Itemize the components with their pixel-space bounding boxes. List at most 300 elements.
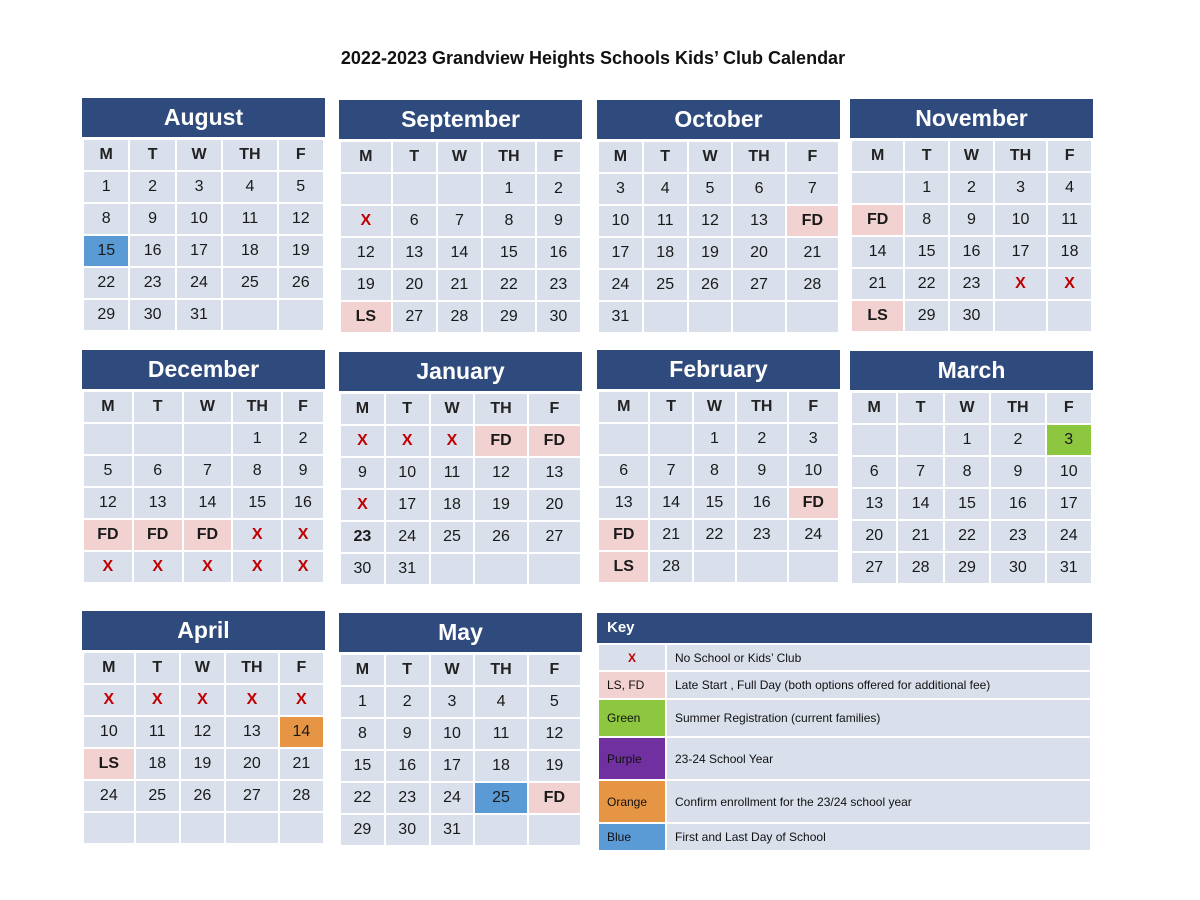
- day-cell: 19: [341, 270, 391, 300]
- day-cell: 26: [181, 781, 224, 811]
- day-cell: 16: [386, 751, 429, 781]
- day-cell: [136, 813, 179, 843]
- day-cell: 21: [898, 521, 942, 551]
- weekday-header: W: [945, 393, 989, 423]
- key-description: Late Start , Full Day (both options offered for additional fee): [667, 672, 1090, 698]
- day-cell: 17: [995, 237, 1046, 267]
- day-cell: 27: [733, 270, 784, 300]
- weekday-header: F: [537, 142, 580, 172]
- week-row: [84, 204, 323, 234]
- day-cell: 14: [650, 488, 691, 518]
- weekday-header: W: [438, 142, 481, 172]
- day-cell: 17: [177, 236, 221, 266]
- week-row: [852, 521, 1091, 551]
- week-row: [341, 751, 580, 781]
- week-row: [84, 813, 323, 843]
- day-cell: 1: [84, 172, 128, 202]
- day-cell: X: [995, 269, 1046, 299]
- weekday-header: M: [341, 655, 384, 685]
- day-cell: 26: [279, 268, 323, 298]
- month-name: January: [339, 352, 582, 391]
- day-cell: 1: [483, 174, 535, 204]
- day-cell: 23: [991, 521, 1044, 551]
- month-name: May: [339, 613, 582, 652]
- day-cell: 20: [393, 270, 436, 300]
- day-cell: 29: [483, 302, 535, 332]
- day-cell: 16: [991, 489, 1044, 519]
- day-cell: [852, 173, 903, 203]
- week-row: [852, 425, 1091, 455]
- key-code: X: [599, 645, 665, 670]
- day-cell: 23: [537, 270, 580, 300]
- day-cell: FD: [787, 206, 838, 236]
- day-cell: 15: [233, 488, 281, 518]
- weekday-header: M: [599, 142, 642, 172]
- day-cell: 16: [283, 488, 323, 518]
- month-table: [82, 390, 325, 584]
- day-cell: [733, 302, 784, 332]
- day-cell: 31: [599, 302, 642, 332]
- month-march: [850, 351, 1093, 585]
- month-october: [597, 100, 840, 334]
- weekday-header: TH: [483, 142, 535, 172]
- day-cell: 24: [789, 520, 839, 550]
- day-cell: 4: [644, 174, 687, 204]
- day-cell: 11: [1048, 205, 1091, 235]
- weekday-header: F: [1048, 141, 1091, 171]
- day-cell: [737, 552, 786, 582]
- day-cell: [184, 424, 232, 454]
- month-may: [339, 613, 582, 847]
- day-cell: 4: [1048, 173, 1091, 203]
- month-table: [82, 651, 325, 845]
- day-cell: 3: [431, 687, 474, 717]
- day-cell: [223, 300, 276, 330]
- day-cell: 9: [737, 456, 786, 486]
- day-cell: 30: [537, 302, 580, 332]
- day-cell: X: [184, 552, 232, 582]
- month-april: [82, 611, 325, 845]
- week-row: [852, 173, 1091, 203]
- day-cell: FD: [529, 426, 580, 456]
- day-cell: 10: [386, 458, 429, 488]
- key-row: [599, 700, 1090, 736]
- day-cell: 2: [737, 424, 786, 454]
- day-cell: 10: [789, 456, 839, 486]
- week-row: [599, 302, 838, 332]
- day-cell: 20: [733, 238, 784, 268]
- weekday-header: T: [386, 394, 429, 424]
- week-row: [852, 489, 1091, 519]
- day-cell: 15: [945, 489, 989, 519]
- week-row: [599, 456, 838, 486]
- month-table: [850, 391, 1093, 585]
- day-cell: 8: [341, 719, 384, 749]
- month-name: February: [597, 350, 840, 389]
- weekday-header: T: [898, 393, 942, 423]
- month-name: November: [850, 99, 1093, 138]
- day-cell: 8: [233, 456, 281, 486]
- day-cell: X: [283, 552, 323, 582]
- day-cell: 20: [852, 521, 896, 551]
- day-cell: 25: [475, 783, 526, 813]
- day-cell: 8: [905, 205, 948, 235]
- day-cell: 19: [181, 749, 224, 779]
- weekday-header: T: [650, 392, 691, 422]
- key-description: Confirm enrollment for the 23/24 school year: [667, 781, 1090, 822]
- weekday-header: TH: [995, 141, 1046, 171]
- key-description: No School or Kids’ Club: [667, 645, 1090, 670]
- day-cell: 19: [529, 751, 580, 781]
- week-row: [599, 270, 838, 300]
- day-cell: 24: [1047, 521, 1091, 551]
- day-cell: 1: [945, 425, 989, 455]
- day-cell: 6: [733, 174, 784, 204]
- weekday-header: M: [84, 140, 128, 170]
- day-cell: 14: [898, 489, 942, 519]
- weekday-header: W: [177, 140, 221, 170]
- month-february: [597, 350, 840, 584]
- day-cell: 2: [537, 174, 580, 204]
- day-cell: [341, 174, 391, 204]
- week-row: [852, 457, 1091, 487]
- month-august: [82, 98, 325, 332]
- day-cell: 6: [393, 206, 436, 236]
- day-cell: X: [181, 685, 224, 715]
- weekday-header: T: [134, 392, 182, 422]
- day-cell: X: [1048, 269, 1091, 299]
- day-cell: 19: [689, 238, 732, 268]
- day-cell: 28: [650, 552, 691, 582]
- day-cell: 31: [386, 554, 429, 584]
- day-cell: 10: [599, 206, 642, 236]
- day-cell: 18: [431, 490, 474, 520]
- day-cell: X: [283, 520, 323, 550]
- day-cell: 2: [386, 687, 429, 717]
- day-cell: [84, 424, 132, 454]
- day-cell: [134, 424, 182, 454]
- weekday-header: F: [787, 142, 838, 172]
- week-row: [852, 269, 1091, 299]
- day-cell: 15: [84, 236, 128, 266]
- key-code: Purple: [599, 738, 665, 779]
- key-code: Green: [599, 700, 665, 736]
- day-cell: 8: [694, 456, 735, 486]
- day-cell: 3: [1047, 425, 1091, 455]
- day-cell: [689, 302, 732, 332]
- key-code: Orange: [599, 781, 665, 822]
- day-cell: 9: [386, 719, 429, 749]
- day-cell: 20: [529, 490, 580, 520]
- day-cell: [529, 815, 580, 845]
- week-row: [84, 749, 323, 779]
- weekday-header: M: [341, 394, 384, 424]
- key-description: First and Last Day of School: [667, 824, 1090, 850]
- month-name: October: [597, 100, 840, 139]
- weekday-header: F: [283, 392, 323, 422]
- weekday-header: T: [393, 142, 436, 172]
- day-cell: 16: [537, 238, 580, 268]
- day-cell: 14: [184, 488, 232, 518]
- weekday-header: TH: [991, 393, 1044, 423]
- day-cell: 9: [991, 457, 1044, 487]
- day-cell: X: [280, 685, 323, 715]
- day-cell: 17: [599, 238, 642, 268]
- day-cell: 22: [694, 520, 735, 550]
- day-cell: 22: [905, 269, 948, 299]
- weekday-header: F: [279, 140, 323, 170]
- day-cell: 28: [898, 553, 942, 583]
- weekday-header: F: [1047, 393, 1091, 423]
- day-cell: 15: [483, 238, 535, 268]
- day-cell: [279, 300, 323, 330]
- day-cell: 11: [223, 204, 276, 234]
- day-cell: FD: [184, 520, 232, 550]
- day-cell: 13: [226, 717, 278, 747]
- day-cell: 30: [341, 554, 384, 584]
- key-row: [599, 781, 1090, 822]
- day-cell: X: [84, 685, 134, 715]
- day-cell: X: [431, 426, 474, 456]
- weekday-header: W: [694, 392, 735, 422]
- calendar-title: 2022-2023 Grandview Heights Schools Kids’ Club Calendar: [340, 48, 846, 68]
- week-row: [84, 236, 323, 266]
- month-name: April: [82, 611, 325, 650]
- day-cell: [599, 424, 648, 454]
- key-table: [597, 643, 1092, 852]
- weekday-header: F: [529, 394, 580, 424]
- day-cell: X: [341, 426, 384, 456]
- day-cell: X: [341, 206, 391, 236]
- day-cell: 19: [475, 490, 526, 520]
- day-cell: 12: [341, 238, 391, 268]
- day-cell: 15: [694, 488, 735, 518]
- day-cell: 11: [431, 458, 474, 488]
- day-cell: 10: [177, 204, 221, 234]
- day-cell: 17: [431, 751, 474, 781]
- week-row: [341, 522, 580, 552]
- day-cell: 11: [644, 206, 687, 236]
- day-cell: [181, 813, 224, 843]
- day-cell: 5: [689, 174, 732, 204]
- key-code: LS, FD: [599, 672, 665, 698]
- week-row: [599, 238, 838, 268]
- day-cell: [226, 813, 278, 843]
- day-cell: [393, 174, 436, 204]
- week-row: [341, 719, 580, 749]
- day-cell: [529, 554, 580, 584]
- day-cell: 27: [529, 522, 580, 552]
- day-cell: 22: [483, 270, 535, 300]
- day-cell: LS: [84, 749, 134, 779]
- weekday-header: TH: [475, 394, 526, 424]
- day-cell: FD: [529, 783, 580, 813]
- day-cell: 3: [599, 174, 642, 204]
- day-cell: 22: [341, 783, 384, 813]
- day-cell: 6: [599, 456, 648, 486]
- day-cell: 24: [84, 781, 134, 811]
- day-cell: [789, 552, 839, 582]
- key-row: [599, 672, 1090, 698]
- month-name: September: [339, 100, 582, 139]
- day-cell: 9: [130, 204, 174, 234]
- weekday-header: M: [599, 392, 648, 422]
- day-cell: 23: [386, 783, 429, 813]
- day-cell: 21: [650, 520, 691, 550]
- day-cell: 18: [644, 238, 687, 268]
- day-cell: 30: [130, 300, 174, 330]
- weekday-header: M: [84, 653, 134, 683]
- week-row: [341, 783, 580, 813]
- month-table: [339, 140, 582, 334]
- key-code: Blue: [599, 824, 665, 850]
- day-cell: [995, 301, 1046, 331]
- week-row: [341, 554, 580, 584]
- day-cell: 17: [386, 490, 429, 520]
- day-cell: FD: [852, 205, 903, 235]
- month-table: [339, 392, 582, 586]
- day-cell: 11: [475, 719, 526, 749]
- week-row: [84, 552, 323, 582]
- day-cell: 25: [431, 522, 474, 552]
- key-row: [599, 645, 1090, 670]
- day-cell: 9: [537, 206, 580, 236]
- day-cell: 10: [1047, 457, 1091, 487]
- day-cell: 13: [733, 206, 784, 236]
- day-cell: 21: [438, 270, 481, 300]
- day-cell: LS: [852, 301, 903, 331]
- day-cell: 27: [226, 781, 278, 811]
- month-december: [82, 350, 325, 584]
- day-cell: 28: [280, 781, 323, 811]
- day-cell: 23: [950, 269, 993, 299]
- day-cell: 5: [279, 172, 323, 202]
- day-cell: 1: [905, 173, 948, 203]
- month-table: [339, 653, 582, 847]
- month-january: [339, 352, 582, 586]
- day-cell: [787, 302, 838, 332]
- weekday-header: M: [84, 392, 132, 422]
- week-row: [341, 458, 580, 488]
- day-cell: 26: [475, 522, 526, 552]
- day-cell: [898, 425, 942, 455]
- day-cell: [280, 813, 323, 843]
- week-row: [599, 206, 838, 236]
- key-heading: Key: [597, 613, 1092, 643]
- day-cell: 8: [483, 206, 535, 236]
- day-cell: X: [233, 520, 281, 550]
- day-cell: 23: [341, 522, 384, 552]
- day-cell: 30: [950, 301, 993, 331]
- day-cell: 30: [386, 815, 429, 845]
- weekday-header: F: [529, 655, 580, 685]
- day-cell: 31: [431, 815, 474, 845]
- day-cell: 23: [737, 520, 786, 550]
- day-cell: 7: [787, 174, 838, 204]
- month-name: August: [82, 98, 325, 137]
- month-table: [82, 138, 325, 332]
- day-cell: 13: [393, 238, 436, 268]
- day-cell: X: [341, 490, 384, 520]
- day-cell: 29: [341, 815, 384, 845]
- week-row: [84, 520, 323, 550]
- week-row: [341, 490, 580, 520]
- week-row: [599, 520, 838, 550]
- week-row: [599, 424, 838, 454]
- month-table: [597, 140, 840, 334]
- day-cell: X: [134, 552, 182, 582]
- day-cell: 9: [283, 456, 323, 486]
- day-cell: X: [386, 426, 429, 456]
- day-cell: 22: [84, 268, 128, 298]
- week-row: [84, 717, 323, 747]
- day-cell: [431, 554, 474, 584]
- week-row: [341, 302, 580, 332]
- day-cell: 2: [991, 425, 1044, 455]
- day-cell: 16: [950, 237, 993, 267]
- day-cell: [1048, 301, 1091, 331]
- day-cell: 18: [1048, 237, 1091, 267]
- key-row: [599, 824, 1090, 850]
- day-cell: [475, 554, 526, 584]
- day-cell: 3: [789, 424, 839, 454]
- weekday-header: W: [431, 394, 474, 424]
- day-cell: 13: [529, 458, 580, 488]
- weekday-header: M: [852, 393, 896, 423]
- day-cell: X: [226, 685, 278, 715]
- weekday-header: W: [181, 653, 224, 683]
- day-cell: 8: [84, 204, 128, 234]
- day-cell: 17: [1047, 489, 1091, 519]
- weekday-header: TH: [226, 653, 278, 683]
- day-cell: X: [84, 552, 132, 582]
- day-cell: 3: [177, 172, 221, 202]
- month-november: [850, 99, 1093, 333]
- week-row: [852, 553, 1091, 583]
- day-cell: 12: [84, 488, 132, 518]
- day-cell: 24: [599, 270, 642, 300]
- day-cell: FD: [789, 488, 839, 518]
- day-cell: 12: [529, 719, 580, 749]
- week-row: [84, 424, 323, 454]
- day-cell: 7: [184, 456, 232, 486]
- weekday-header: W: [431, 655, 474, 685]
- weekday-header: W: [689, 142, 732, 172]
- day-cell: 21: [787, 238, 838, 268]
- day-cell: 31: [177, 300, 221, 330]
- day-cell: 6: [852, 457, 896, 487]
- day-cell: 27: [852, 553, 896, 583]
- day-cell: 8: [945, 457, 989, 487]
- day-cell: 20: [226, 749, 278, 779]
- day-cell: 7: [898, 457, 942, 487]
- day-cell: FD: [599, 520, 648, 550]
- day-cell: 12: [475, 458, 526, 488]
- day-cell: 4: [223, 172, 276, 202]
- day-cell: 29: [945, 553, 989, 583]
- day-cell: 10: [431, 719, 474, 749]
- day-cell: 1: [233, 424, 281, 454]
- week-row: [341, 238, 580, 268]
- month-table: [597, 390, 840, 584]
- week-row: [341, 815, 580, 845]
- day-cell: 13: [852, 489, 896, 519]
- weekday-header: M: [852, 141, 903, 171]
- day-cell: [644, 302, 687, 332]
- day-cell: 26: [689, 270, 732, 300]
- day-cell: 7: [438, 206, 481, 236]
- weekday-header: W: [184, 392, 232, 422]
